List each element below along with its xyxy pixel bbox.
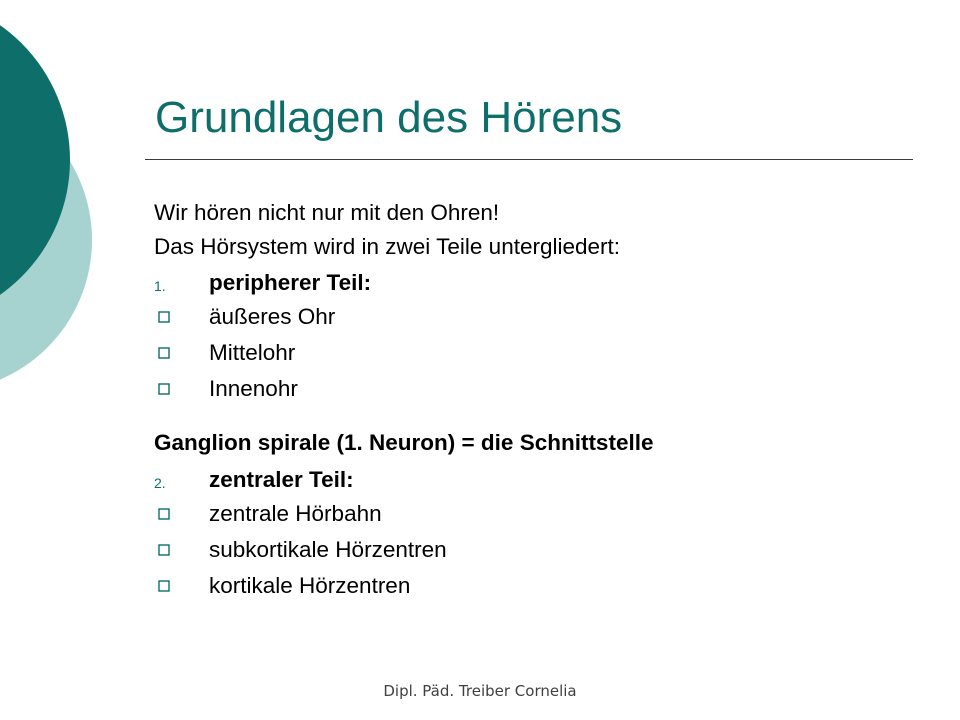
section-1-item: Mittelohr (209, 340, 296, 365)
section-1-number: 1. (154, 278, 166, 294)
hollow-square-bullet-icon (158, 383, 170, 395)
decorative-circles (0, 0, 120, 400)
section-2-item: zentrale Hörbahn (209, 501, 382, 526)
hollow-square-bullet-icon (158, 508, 170, 520)
intro-line-1: Wir hören nicht nur mit den Ohren! (154, 200, 500, 225)
footer-author: Dipl. Päd. Treiber Cornelia (383, 682, 577, 700)
section-1-item: Innenohr (209, 376, 298, 401)
hollow-square-bullet-icon (158, 544, 170, 556)
hollow-square-bullet-icon (158, 580, 170, 592)
section-2-item: kortikale Hörzentren (209, 573, 411, 598)
slide-title: Grundlagen des Hörens (155, 93, 623, 142)
slide-footer (0, 682, 960, 700)
section-1-item: äußeres Ohr (209, 304, 336, 329)
intro-line-2: Das Hörsystem wird in zwei Teile untergliedert: (154, 234, 621, 259)
hollow-square-bullet-icon (158, 311, 170, 323)
section-2-number: 2. (154, 475, 166, 491)
section-2-item: subkortikale Hörzentren (209, 537, 447, 562)
section-2-heading: zentraler Teil: (209, 467, 354, 492)
title-divider (145, 159, 913, 160)
interface-line: Ganglion spirale (1. Neuron) = die Schnittstelle (154, 430, 654, 455)
section-1-heading: peripherer Teil: (209, 270, 372, 295)
hollow-square-bullet-icon (158, 347, 170, 359)
